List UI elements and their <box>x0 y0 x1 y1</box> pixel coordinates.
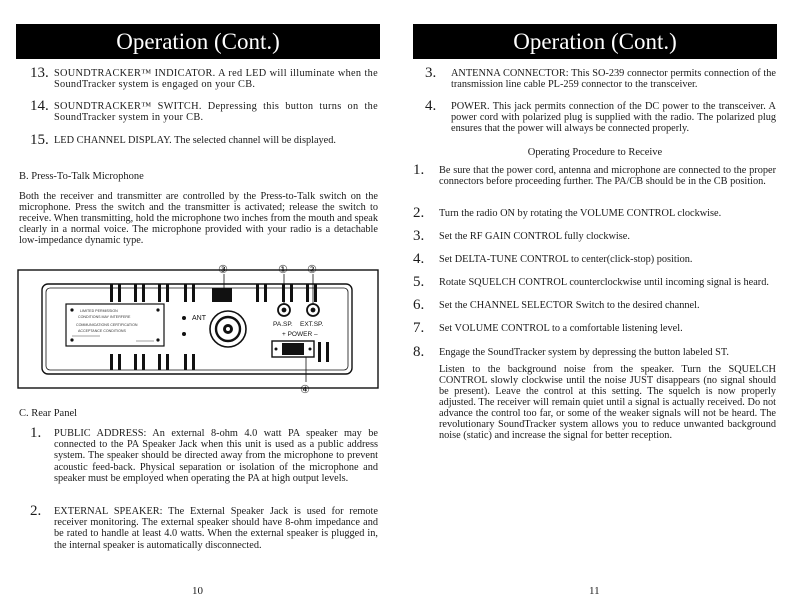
plate-text-line: CONDITIONS MAY INTERFERE <box>78 315 131 319</box>
item-text: SOUNDTRACKER™ INDICATOR. A red LED will illuminate when the SoundTracker system is engaged on your CB. <box>54 68 378 91</box>
item-number: 3. <box>425 65 437 81</box>
item-number: 15. <box>30 132 49 148</box>
right-page <box>397 0 793 613</box>
step-text: Turn the radio ON by rotating the VOLUME CONTROL clockwise. <box>439 208 722 219</box>
item-text: SOUNDTRACKER™ SWITCH. Depressing this button turns on the SoundTracker system in your CB. <box>54 101 378 124</box>
callout-1: ① <box>278 264 288 276</box>
item-text: ANTENNA CONNECTOR: This SO-239 connector permits connection of the transmission line cable PL-259 connector to the transceiver. <box>451 68 776 91</box>
rear-panel-diagram <box>16 262 380 397</box>
callout-3: ③ <box>218 264 228 276</box>
step-text: Be sure that the power cord, antenna and microphone are connected to the proper connectors before proceeding further. The PA/CB should be in the CB position. <box>439 165 776 188</box>
power-label: + POWER – <box>282 331 318 338</box>
step-number: 4. <box>413 251 425 267</box>
ant-label: ANT <box>192 315 206 322</box>
step-text: Set VOLUME CONTROL to a comfortable listening level. <box>439 323 683 334</box>
step-number: 6. <box>413 297 425 313</box>
step-number: 1. <box>413 162 425 178</box>
step-number: 8. <box>413 344 425 360</box>
pa-sp-label: PA.SP. <box>273 321 293 328</box>
step-text: Rotate SQUELCH CONTROL counterclockwise until incoming signal is heard. <box>439 277 769 288</box>
section-heading: C. Rear Panel <box>19 408 78 419</box>
item-text: LED CHANNEL DISPLAY. The selected channel will be displayed. <box>54 135 336 146</box>
item-number: 2. <box>30 503 42 519</box>
section-paragraph: Both the receiver and transmitter are controlled by the Press-to-Talk switch on the microphone. Press the switch and the transmitter is activated; release the switch to receive. When transmitting, hold the microphone two inches from the mouth and speak clearly in a normal voice. The microphone provided with your radio is a detachable low-impedance dynamic type. <box>19 191 378 246</box>
step-number: 3. <box>413 228 425 244</box>
item-text: EXTERNAL SPEAKER: The External Speaker Jack is used for remote receiver monitoring. The external speaker should have 8-ohm impedance and be rated to handle at least 4.0 watts. When the external speaker is plugged in, the internal speaker is automatically disconnected. <box>54 506 378 551</box>
procedure-heading: Operating Procedure to Receive <box>527 147 663 158</box>
item-number: 14. <box>30 98 49 114</box>
step-detail-paragraph: Listen to the background noise from the speaker. Turn the SQUELCH CONTROL slowly clockwise until the noise JUST disappears (no signal should be present). Leave the control at this setting. The squelch is now properly adjusted. The receiver will remain quiet until a signal is actually received. Do not advance the control too far, or some of the weaker signals will not be heard. The revolutionary SoundTracker system allows you to reduce unwanted background noise (static) and increase the signal for better reception. <box>439 364 776 441</box>
item-number: 4. <box>425 98 437 114</box>
step-text: Set DELTA-TUNE CONTROL to center(click-stop) position. <box>439 254 693 265</box>
ext-sp-label: EXT.SP. <box>300 321 324 328</box>
page-title-banner: Operation (Cont.) <box>413 24 777 59</box>
item-text: POWER. This jack permits connection of the DC power to the transceiver. A power cord with polarized plug is supplied with the radio. The polarized plug ensures that the power will always be connected properly. <box>451 101 776 135</box>
step-number: 2. <box>413 205 425 221</box>
step-number: 7. <box>413 320 425 336</box>
item-number: 13. <box>30 65 49 81</box>
left-page <box>0 0 396 613</box>
item-number: 1. <box>30 425 42 441</box>
plate-text-line: LIMITED PERMISSION <box>80 309 118 313</box>
callout-2: ② <box>307 264 317 276</box>
section-heading: B. Press-To-Talk Microphone <box>19 171 144 182</box>
page-number: 10 <box>192 585 203 597</box>
item-text: PUBLIC ADDRESS: An external 8-ohm 4.0 watt PA speaker may be connected to the PA Speaker Jack when this unit is used as a public address system. The speaker should be directed away from the microphone to prevent acoustic feed-back. Physical separation or isolation of the microphone and speaker must be employed when operating the PA at high output levels. <box>54 428 378 484</box>
step-text: Set the CHANNEL SELECTOR Switch to the desired channel. <box>439 300 700 311</box>
page-title-banner: Operation (Cont.) <box>16 24 380 59</box>
page-number: 11 <box>589 585 600 597</box>
plate-text-line: ACCEPTANCE CONDITIONS <box>78 329 126 333</box>
callout-4: ④ <box>300 384 310 396</box>
step-text: Engage the SoundTracker system by depressing the button labeled ST. <box>439 347 729 358</box>
step-text: Set the RF GAIN CONTROL fully clockwise. <box>439 231 630 242</box>
plate-text-line: COMMUNICATIONS CERTIFICATION <box>76 323 138 327</box>
step-number: 5. <box>413 274 425 290</box>
